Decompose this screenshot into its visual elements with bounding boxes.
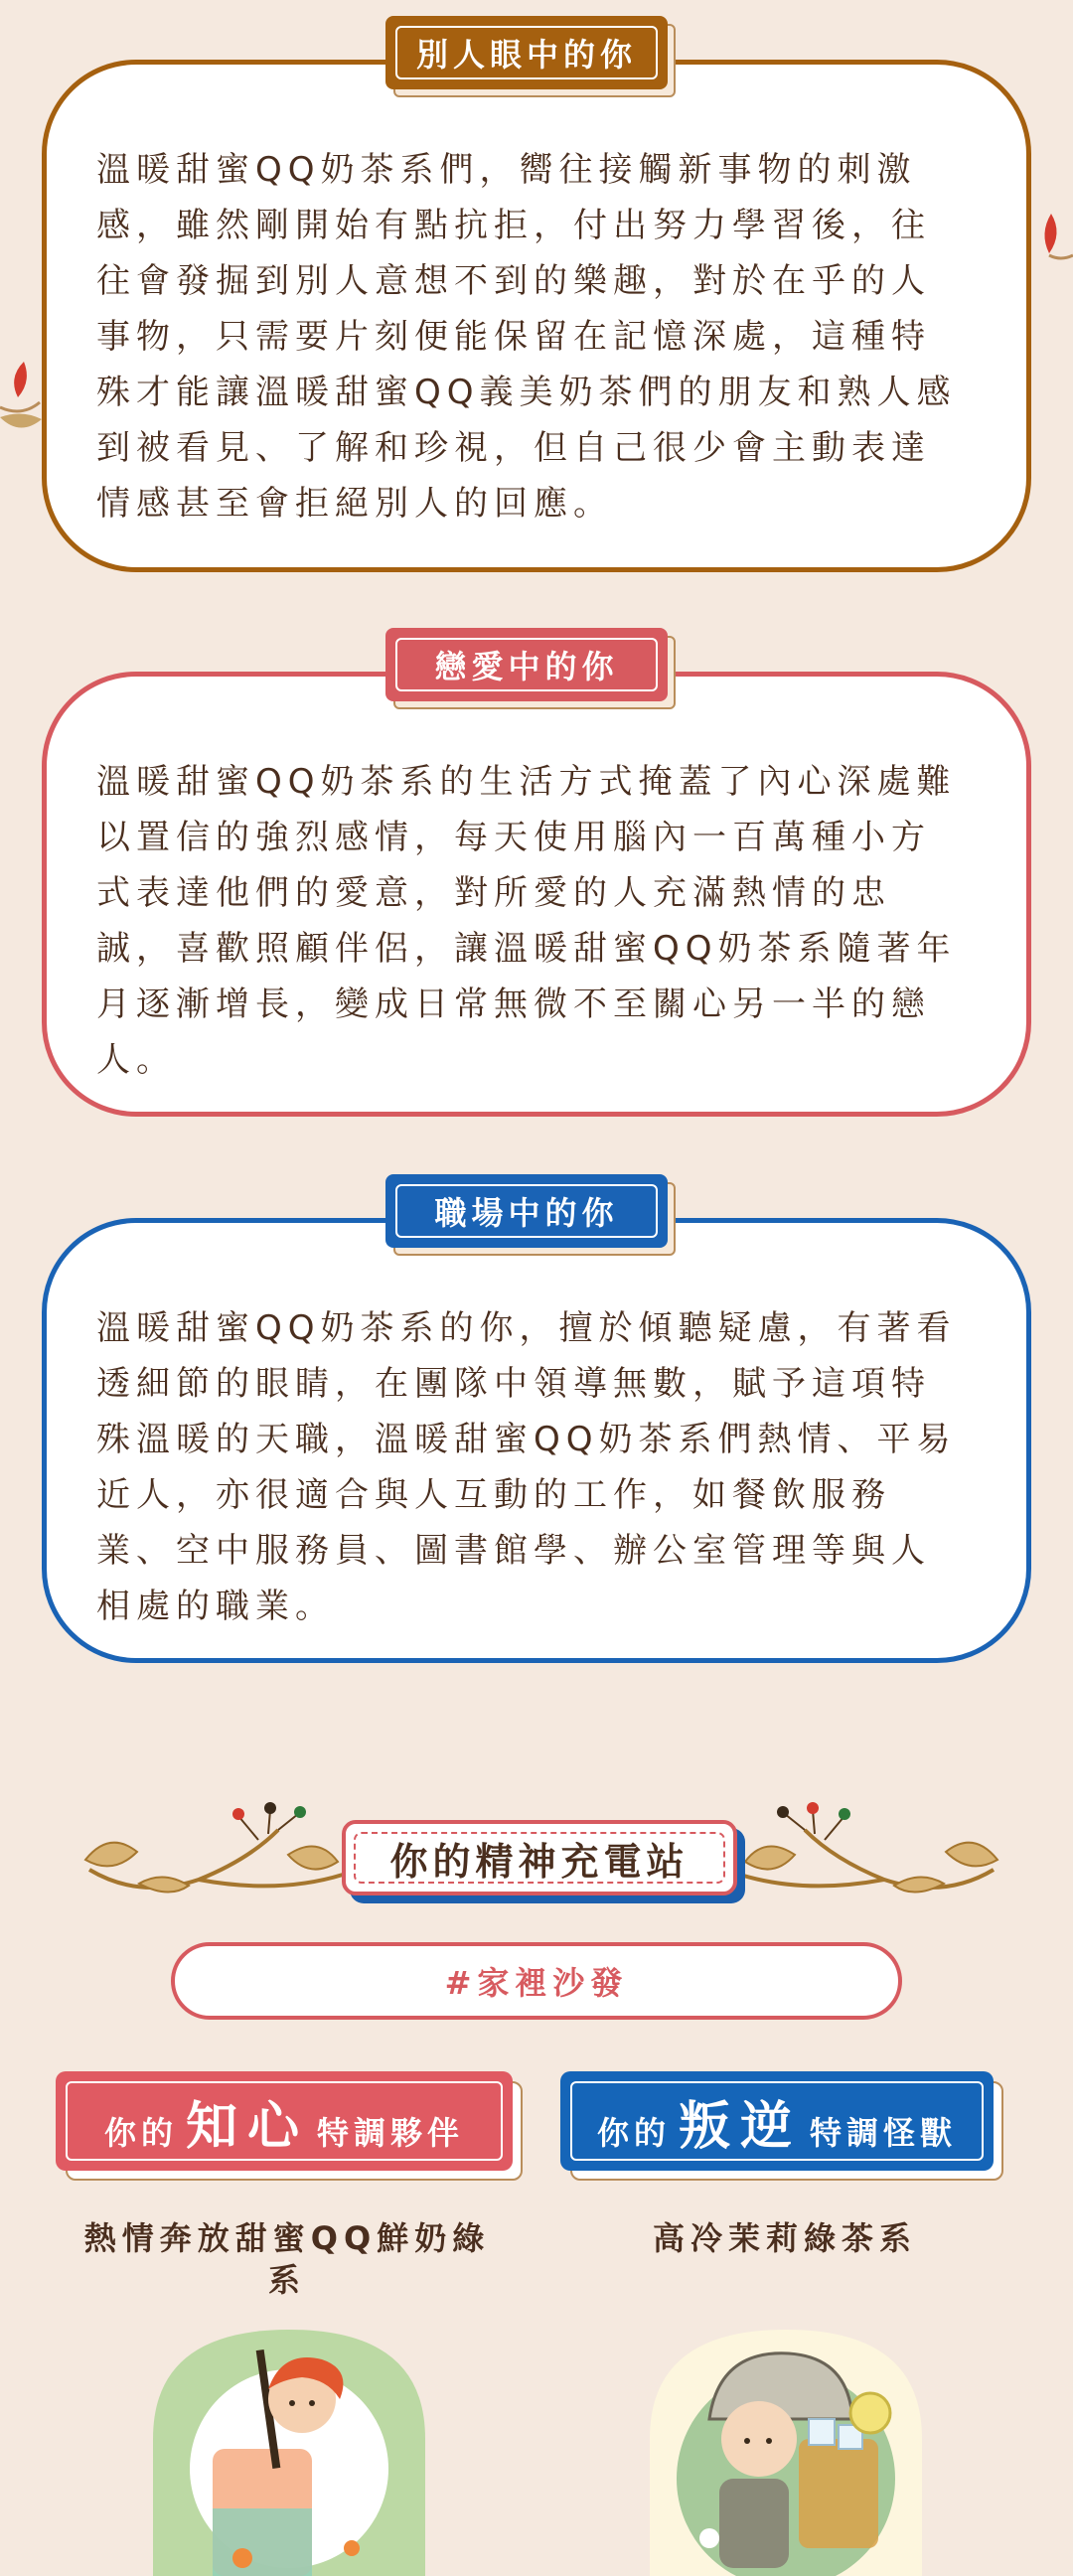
section-text: 溫暖甜蜜QQ奶茶系們，嚮往接觸新事物的刺激感，雖然剛開始有點抗拒，付出努力學習後，往往會發掘到別人意想不到的樂趣，對於在乎的人事物，只需要片刻便能保留在記憶深處，這種特殊才能讓溫暖甜蜜QQ義美奶茶們的朋友和熟人感到被看見、了解和珍視，但自己很少會主動表達情感甚至會拒絕別人的回應。	[96, 150, 957, 524]
section-tag-label: 戀愛中的你	[395, 638, 658, 691]
bad-partner-badge	[560, 2071, 1003, 2181]
section-tag-workplace	[385, 1174, 676, 1256]
section-tag-label: 別人眼中的你	[395, 26, 658, 79]
vine-left-icon	[79, 1800, 348, 1909]
section-card-others-view	[42, 60, 1031, 572]
milk-green-tea-character-icon	[153, 2330, 425, 2576]
partner-prefix: 你的	[103, 2113, 178, 2152]
section-tag-label: 職場中的你	[395, 1184, 658, 1238]
partner-highlight: 知心	[185, 2096, 309, 2157]
section-text: 溫暖甜蜜QQ奶茶系的生活方式掩蓋了內心深處難以置信的強烈感情，每天使用腦內一百萬種小方式表達他們的愛意，對所愛的人充滿熱情的忠誠，喜歡照顧伴侶，讓溫暖甜蜜QQ奶茶系隨著年月逐漸增長，變成日常無微不至關心另一半的戀人。	[96, 762, 957, 1080]
red-berry-leaf-icon	[1029, 204, 1073, 283]
section-card-in-love	[42, 672, 1031, 1117]
bad-partner-drink: 高冷茉莉綠茶系	[652, 2219, 917, 2257]
section-text: 溫暖甜蜜QQ奶茶系的你，擅於傾聽疑慮，有著看透細節的眼睛，在團隊中領導無數，賦予這項特殊溫暖的天職，溫暖甜蜜QQ奶茶系們熱情、平易近人，亦很適合與人互動的工作，如餐飲服務業、空中服務員、圖書館學、辦公室管理等與人相處的職業。	[96, 1308, 957, 1626]
good-partner-badge	[56, 2071, 523, 2181]
jasmine-green-tea-character-icon	[650, 2330, 922, 2576]
partner-suffix: 特調夥伴	[317, 2113, 465, 2152]
charge-station-title	[342, 1820, 745, 1903]
partner-suffix: 特調怪獸	[810, 2113, 958, 2152]
section-tag-others-view	[385, 16, 676, 97]
charge-spot-pill: #家裡沙發	[171, 1942, 902, 2020]
good-partner-drink: 熱情奔放甜蜜QQ鮮奶綠系	[83, 2219, 491, 2299]
section-tag-in-love	[385, 628, 676, 709]
charge-station-label: 你的精神充電站	[389, 1839, 690, 1884]
vine-right-icon	[735, 1800, 1003, 1909]
section-card-workplace	[42, 1218, 1031, 1663]
partner-highlight: 叛逆	[678, 2096, 802, 2157]
red-berry-leaf-icon	[0, 348, 44, 437]
partner-prefix: 你的	[596, 2113, 671, 2152]
